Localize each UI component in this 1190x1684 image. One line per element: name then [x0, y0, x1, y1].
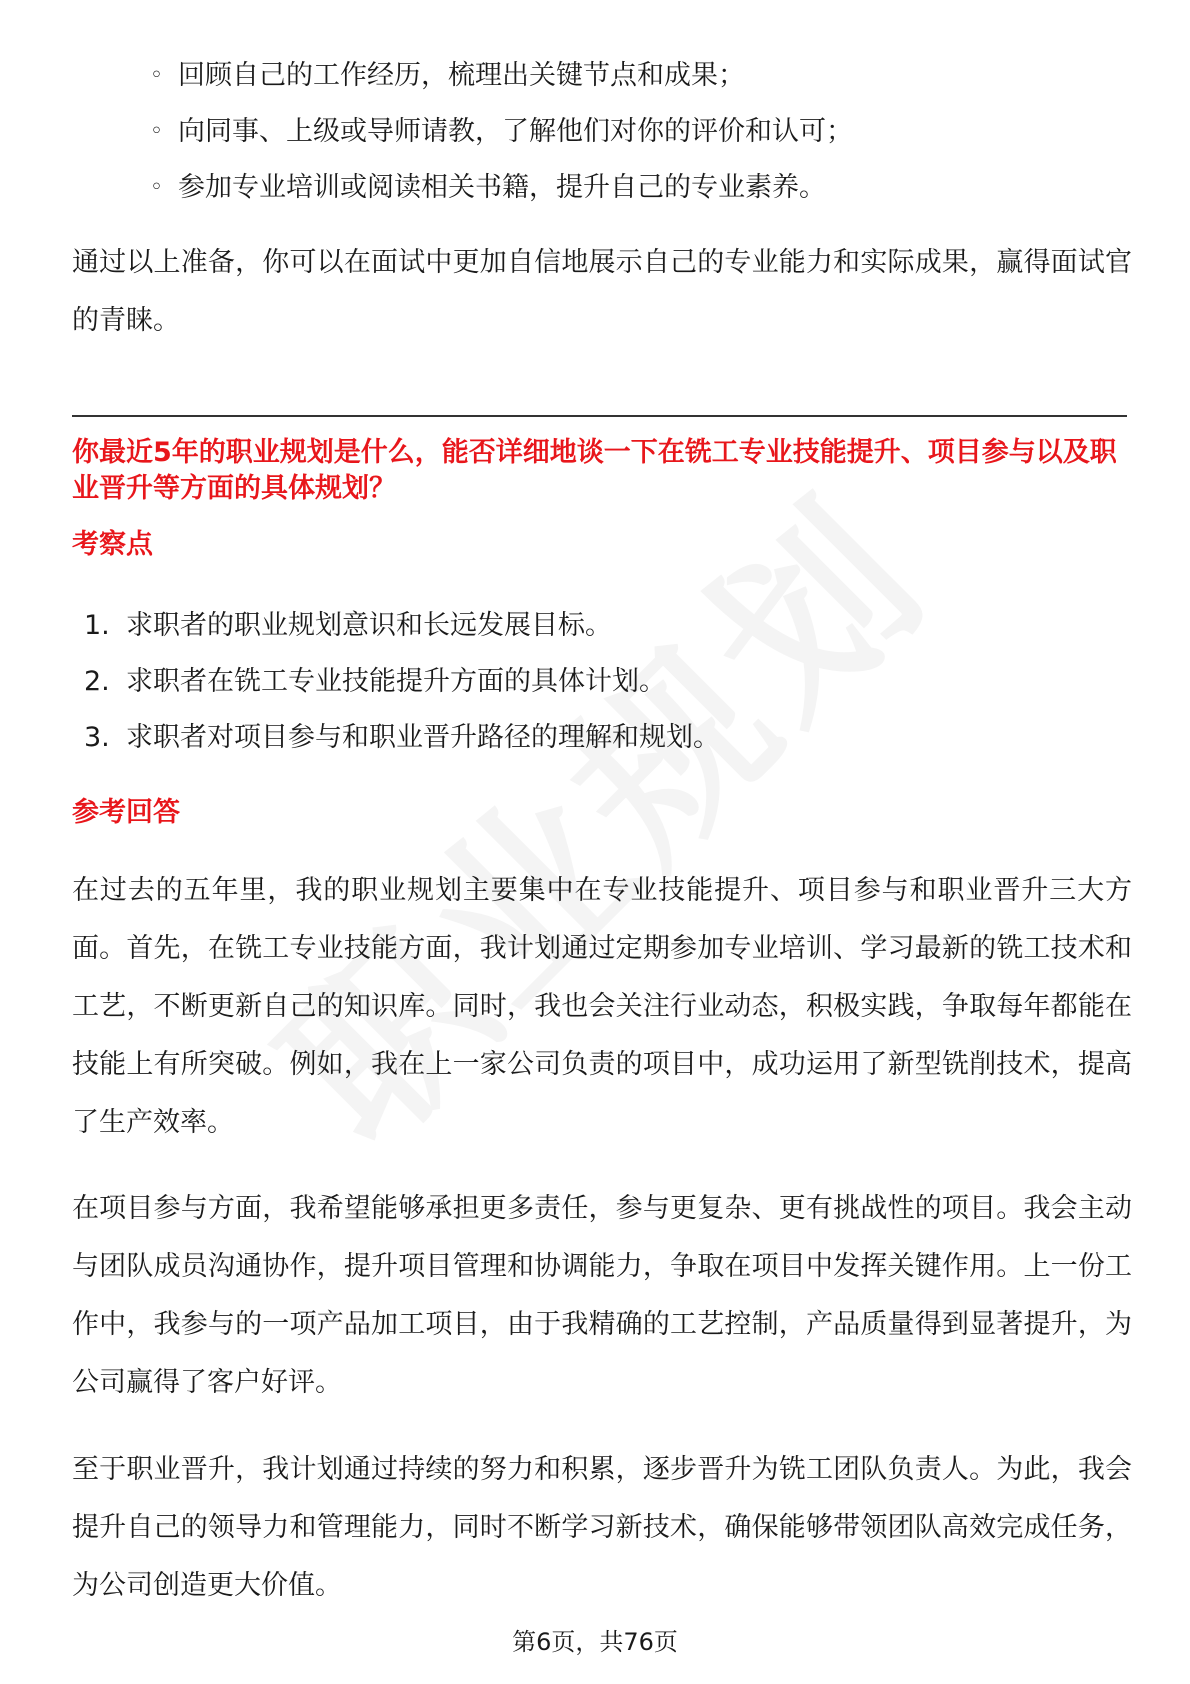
exam-points-heading: 考察点	[72, 529, 153, 560]
question-heading: 你最近5年的职业规划是什么，能否详细地谈一下在铣工专业技能提升、项目参与以及职业晋升等方面的具体规划？	[72, 437, 1117, 504]
list-number: 3.	[84, 722, 110, 753]
answer-heading: 参考回答	[72, 797, 180, 828]
list-item	[84, 658, 720, 714]
list-item-text: 求职者在铣工专业技能提升方面的具体计划。	[126, 666, 666, 697]
list-item-text: 求职者的职业规划意识和长远发展目标。	[126, 610, 612, 641]
list-item	[150, 108, 853, 164]
divider	[72, 415, 1127, 417]
list-number: 2.	[84, 666, 110, 697]
bullet-icon: ◦	[150, 63, 163, 88]
intro-conclusion: 通过以上准备，你可以在面试中更加自信地展示自己的专业能力和实际成果，赢得面试官的青睐。	[72, 247, 1132, 336]
list-item-text: 求职者对项目参与和职业晋升路径的理解和规划。	[126, 722, 720, 753]
answer-paragraph-2: 在项目参与方面，我希望能够承担更多责任，参与更复杂、更有挑战性的项目。我会主动与团队成员沟通协作，提升项目管理和协调能力，争取在项目中发挥关键作用。上一份工作中，我参与的一项产品加工项目，由于我精确的工艺控制，产品质量得到显著提升，为公司赢得了客户好评。	[72, 1193, 1132, 1398]
exam-points-list	[84, 602, 720, 770]
list-item	[150, 164, 853, 220]
list-item-text: 回顾自己的工作经历，梳理出关键节点和成果；	[178, 60, 745, 91]
list-item	[84, 714, 720, 770]
answer-paragraph-3: 至于职业晋升，我计划通过持续的努力和积累，逐步晋升为铣工团队负责人。为此，我会提升自己的领导力和管理能力，同时不断学习新技术，确保能够带领团队高效完成任务，为公司创造更大价值。	[72, 1454, 1132, 1601]
answer-paragraph-1: 在过去的五年里，我的职业规划主要集中在专业技能提升、项目参与和职业晋升三大方面。首先，在铣工专业技能方面，我计划通过定期参加专业培训、学习最新的铣工技术和工艺，不断更新自己的知识库。同时，我也会关注行业动态，积极实践，争取每年都能在技能上有所突破。例如，我在上一家公司负责的项目中，成功运用了新型铣削技术，提高了生产效率。	[72, 875, 1132, 1138]
bullet-icon: ◦	[150, 175, 163, 200]
list-item-text: 向同事、上级或导师请教，了解他们对你的评价和认可；	[178, 116, 853, 147]
intro-bullet-list	[150, 52, 853, 220]
list-item	[84, 602, 720, 658]
list-item-text: 参加专业培训或阅读相关书籍，提升自己的专业素养。	[178, 172, 826, 203]
bullet-icon: ◦	[150, 119, 163, 144]
page-number-footer: 第6页，共76页	[512, 1628, 678, 1656]
list-number: 1.	[84, 610, 110, 641]
list-item	[150, 52, 853, 108]
